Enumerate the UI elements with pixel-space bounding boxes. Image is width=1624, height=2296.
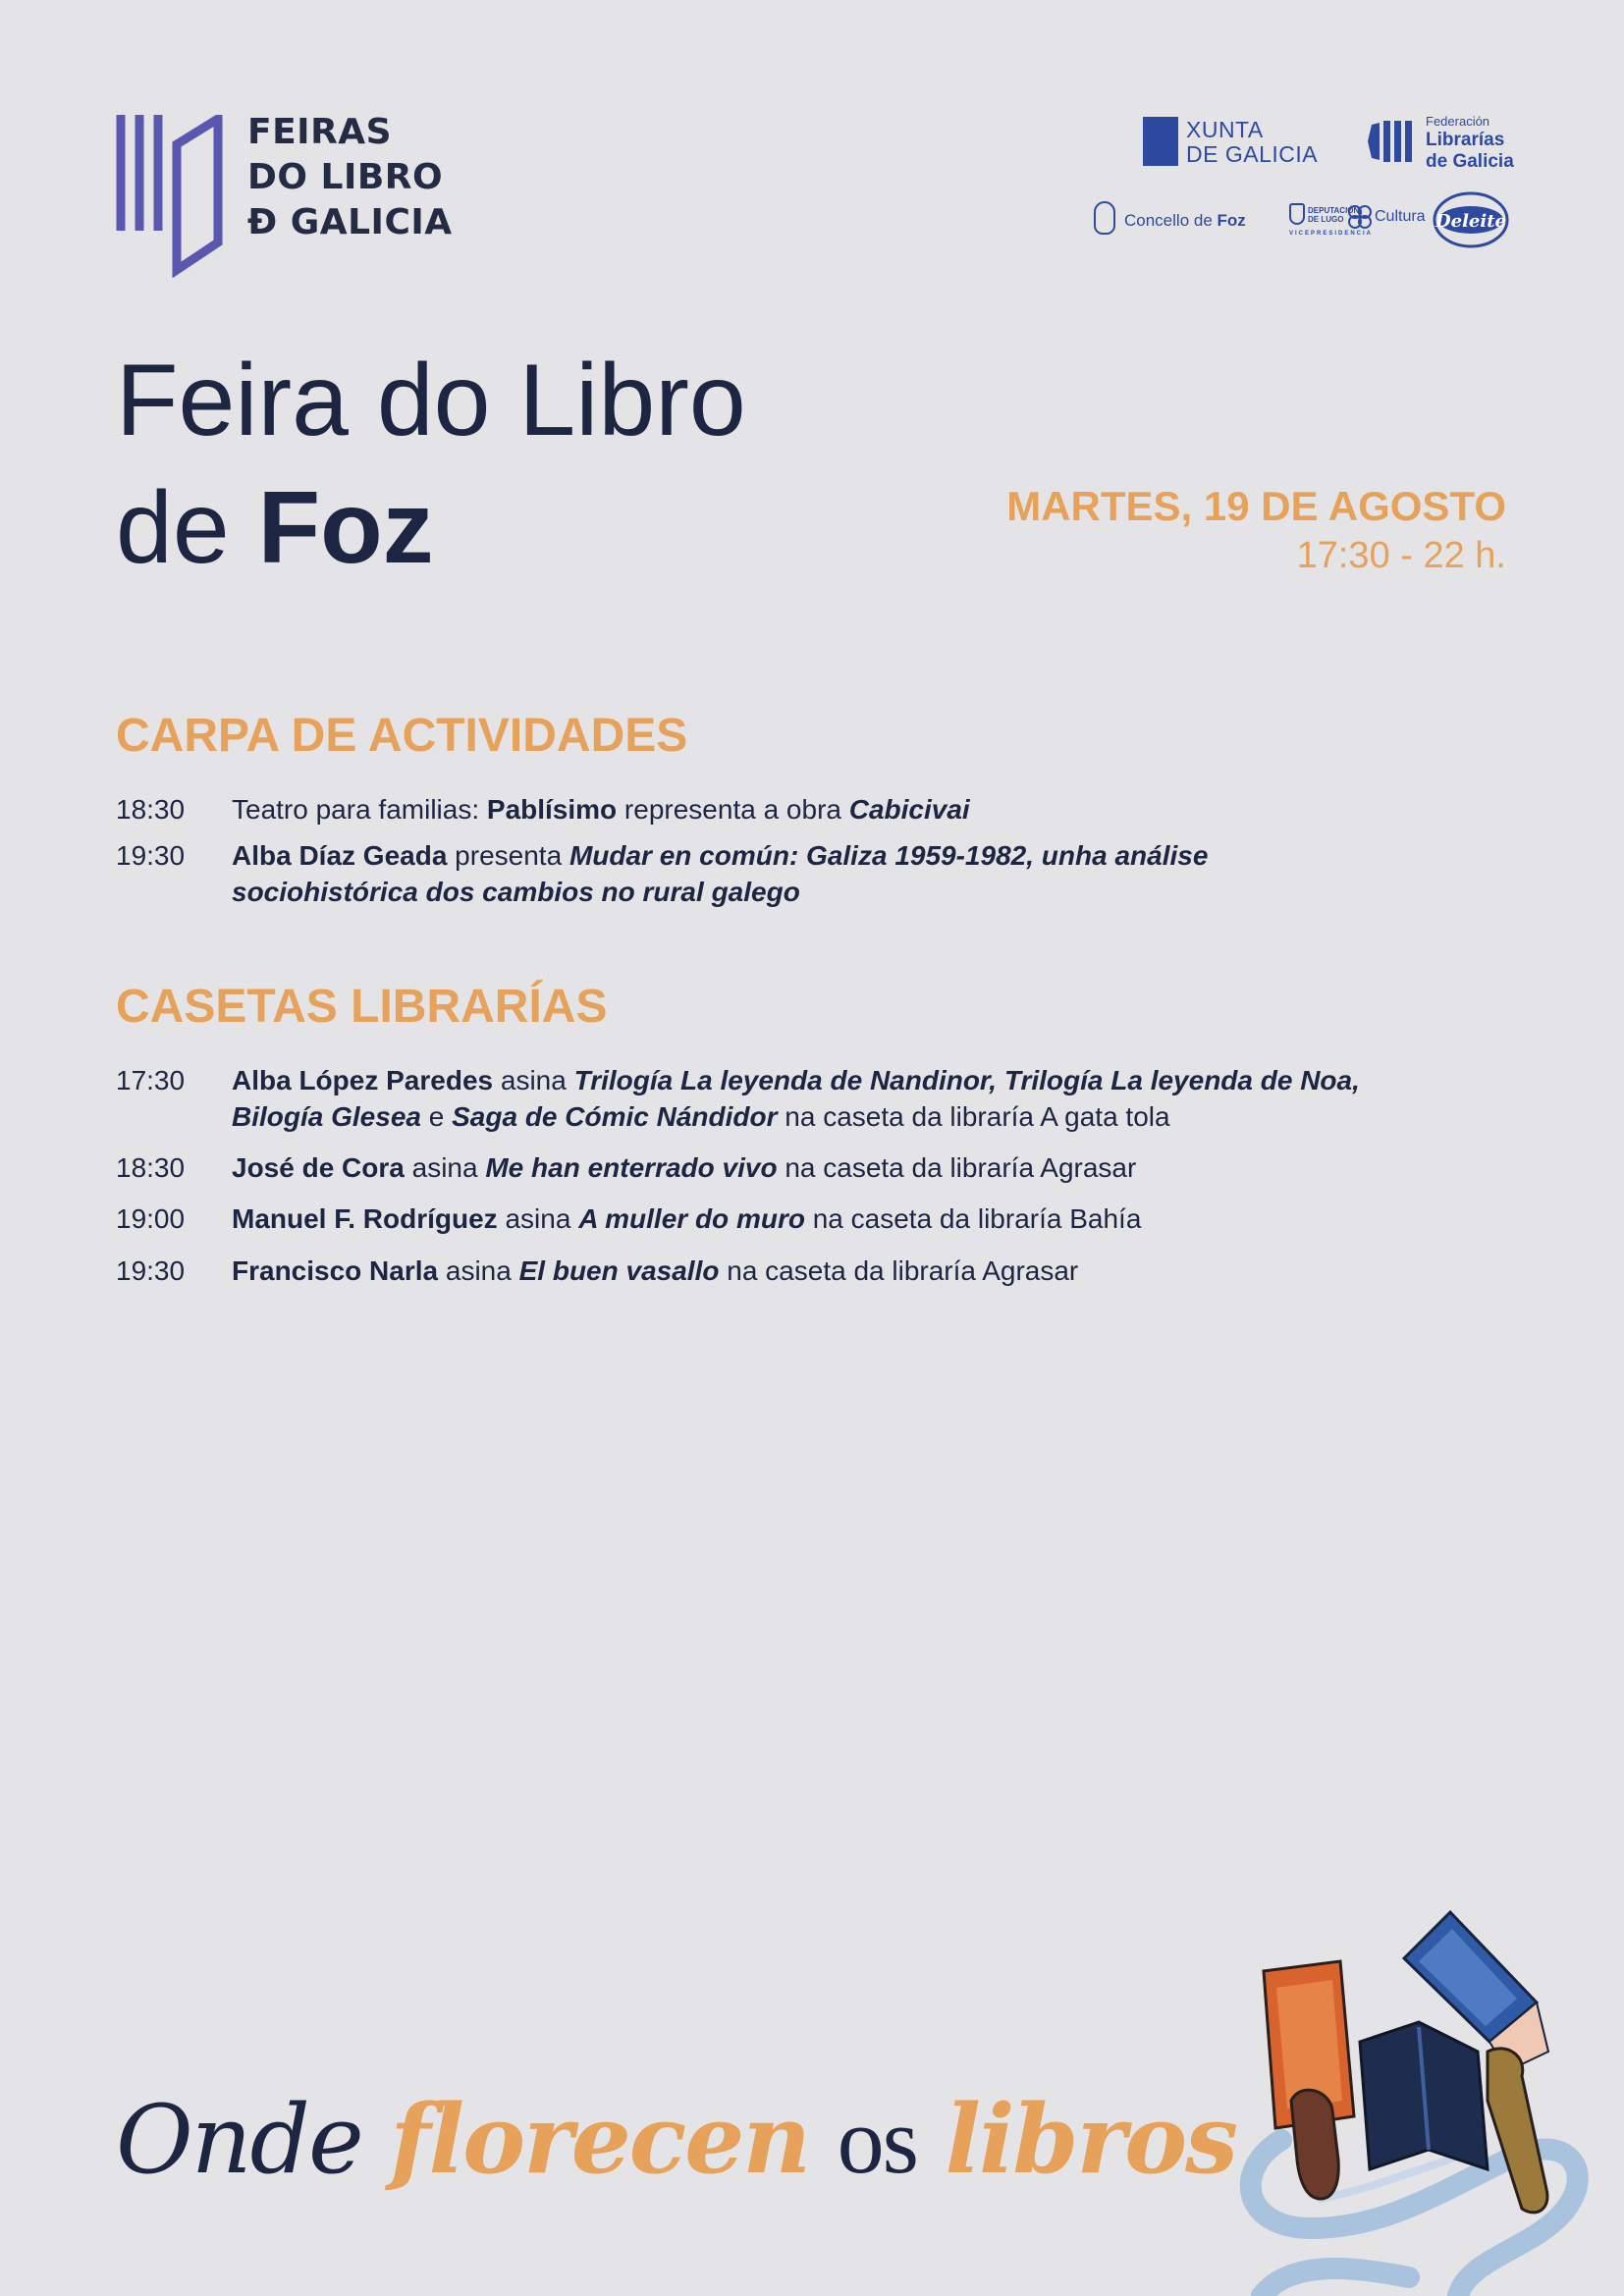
work-title: sociohistórica dos cambios no rural galego	[232, 877, 800, 907]
deleite-badge-icon	[1433, 191, 1509, 248]
page-title-line-1: Feira do Libro	[116, 344, 746, 457]
hands-holding-books-illustration	[1222, 1904, 1624, 2296]
federacion-line-1: Librarías	[1426, 130, 1505, 150]
deputacion-lugo-shield-icon	[1289, 203, 1305, 225]
author-name: Manuel F. Rodríguez	[232, 1203, 498, 1234]
page-title-line-2	[116, 469, 434, 587]
tagline-word-3: os	[837, 2088, 917, 2193]
federacion-line-2: de Galicia	[1426, 151, 1514, 172]
event-date-block	[1006, 481, 1506, 579]
author-name: Pablísimo	[486, 794, 618, 825]
concello-name: Foz	[1217, 211, 1246, 230]
logo-line-3: Đ GALICIA	[247, 202, 453, 242]
concello-prefix: Concello de	[1124, 211, 1218, 230]
logo-line-2: DO LIBRO	[247, 157, 444, 197]
schedule-description	[232, 1253, 1410, 1289]
tagline-word-4: libros	[945, 2084, 1237, 2195]
description-text: na caseta da libraría Agrasar	[719, 1255, 1079, 1286]
schedule-description	[232, 791, 1410, 828]
author-name: Alba López Paredes	[232, 1065, 494, 1095]
xunta-logo-text	[1186, 118, 1318, 167]
concello-foz-shield-icon	[1094, 201, 1115, 235]
description-text: asina	[438, 1255, 519, 1286]
description-text: na caseta da libraría A gata tola	[777, 1101, 1170, 1132]
schedule-time: 18:30	[116, 794, 186, 825]
deleite-label: Deleite	[1435, 211, 1506, 232]
work-title: Bilogía Glesea	[232, 1101, 421, 1132]
cultura-clover-icon	[1347, 204, 1373, 230]
description-text: presenta	[447, 840, 569, 871]
description-text: Teatro para familias:	[232, 794, 487, 825]
title-prefix: de	[116, 471, 258, 585]
section-title-carpa: CARPA DE ACTIVIDADES	[116, 710, 688, 762]
feiras-logo-mark-icon	[116, 115, 224, 278]
feiras-logo-text	[247, 110, 453, 245]
schedule-description	[232, 837, 1410, 910]
xunta-line-1: XUNTA	[1186, 117, 1264, 142]
work-title: Cabicivai	[848, 794, 970, 825]
schedule-time: 19:30	[116, 840, 186, 871]
work-title: El buen vasallo	[518, 1255, 720, 1286]
section-title-casetas: CASETAS LIBRARÍAS	[116, 981, 608, 1033]
title-town: Foz	[257, 471, 434, 585]
work-title: Mudar en común: Galiza 1959-1982, unha análise	[568, 840, 1209, 871]
lugo-line-2: DE LUGO	[1308, 215, 1344, 224]
work-title: Me han enterrado vivo	[485, 1152, 778, 1183]
schedule-time: 19:30	[116, 1255, 186, 1286]
xunta-line-2: DE GALICIA	[1186, 141, 1319, 167]
work-title: A muller do muro	[578, 1203, 805, 1234]
tagline-word-1: Onde	[116, 2085, 362, 2195]
schedule-description	[232, 1201, 1410, 1237]
description-text: asina	[404, 1152, 486, 1183]
cultura-logo-text: Cultura	[1375, 208, 1426, 225]
federacion-logo-icon	[1368, 117, 1419, 166]
schedule-description	[232, 1149, 1410, 1186]
schedule-description	[232, 1062, 1410, 1135]
concello-foz-logo-text	[1124, 211, 1246, 231]
schedule-time: 19:00	[116, 1203, 186, 1234]
tagline-word-2: florecen	[390, 2084, 810, 2195]
author-name: José de Cora	[232, 1152, 405, 1183]
federacion-logo-text	[1426, 113, 1514, 173]
author-name: Alba Díaz Geada	[232, 840, 448, 871]
schedule-time: 17:30	[116, 1065, 186, 1095]
event-day: MARTES, 19 DE AGOSTO	[1006, 483, 1506, 529]
lugo-vicepresidencia-text: VICEPRESIDENCIA	[1289, 231, 1374, 237]
event-hours: 17:30 - 22 h.	[1296, 535, 1506, 576]
description-text: na caseta da libraría Bahía	[804, 1203, 1142, 1234]
tagline	[116, 2081, 1236, 2200]
logo-line-1: FEIRAS	[247, 112, 393, 152]
xunta-shield-icon	[1143, 117, 1178, 166]
description-text: representa a obra	[617, 794, 849, 825]
author-name: Francisco Narla	[232, 1255, 439, 1286]
work-title: Trilogía La leyenda de Nandinor, Trilogía La leyenda de Noa,	[573, 1065, 1360, 1095]
description-text: asina	[497, 1203, 579, 1234]
schedule-time: 18:30	[116, 1152, 186, 1183]
federacion-small-label: Federación	[1426, 114, 1490, 129]
description-text: na caseta da libraría Agrasar	[777, 1152, 1137, 1183]
description-text: e	[420, 1101, 453, 1132]
work-title: Saga de Cómic Nándidor	[452, 1101, 778, 1132]
description-text: asina	[493, 1065, 574, 1095]
lugo-line-1: DEPUTACIÓN	[1308, 206, 1360, 215]
